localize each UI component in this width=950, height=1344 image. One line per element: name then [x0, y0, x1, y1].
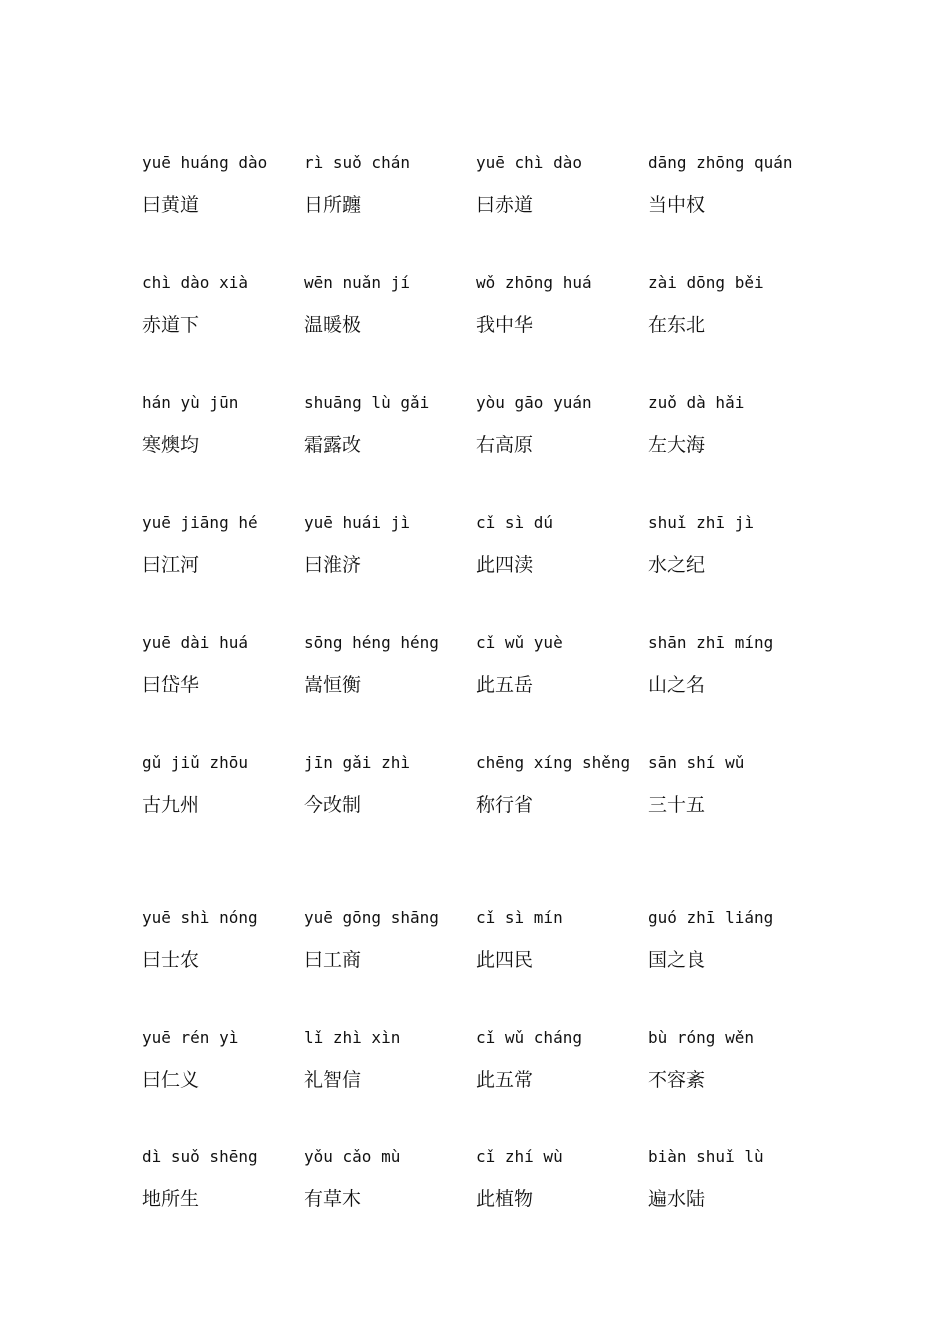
verse-phrase — [476, 1146, 646, 1226]
hanzi-text: 水之纪 — [648, 554, 706, 576]
hanzi-text: 曰工商 — [304, 949, 362, 971]
hanzi-text: 有草木 — [304, 1188, 362, 1210]
hanzi-text: 称行省 — [476, 794, 534, 816]
hanzi-text: 在东北 — [648, 314, 706, 336]
hanzi-text: 此四民 — [476, 949, 534, 971]
verse-phrase — [142, 272, 312, 352]
verse-phrase — [142, 152, 312, 232]
pinyin-text: rì suǒ chán — [304, 153, 410, 172]
verse-phrase — [304, 1146, 474, 1226]
hanzi-text: 嵩恒衡 — [304, 674, 362, 696]
hanzi-text: 赤道下 — [142, 314, 200, 336]
verse-phrase — [648, 1027, 818, 1107]
pinyin-text: wēn nuǎn jí — [304, 273, 410, 292]
pinyin-text: yòu gāo yuán — [476, 393, 592, 412]
verse-row-9 — [0, 1146, 950, 1226]
hanzi-text: 温暖极 — [304, 314, 362, 336]
pinyin-text: sān shí wǔ — [648, 753, 745, 772]
verse-row-4 — [0, 512, 950, 592]
hanzi-text: 古九州 — [142, 794, 200, 816]
verse-phrase — [476, 752, 646, 832]
hanzi-text: 日所躔 — [304, 194, 362, 216]
verse-phrase — [476, 907, 646, 987]
hanzi-text: 三十五 — [648, 794, 706, 816]
hanzi-text: 此五常 — [476, 1069, 534, 1091]
verse-phrase — [648, 512, 818, 592]
hanzi-text: 地所生 — [142, 1188, 200, 1210]
hanzi-text: 右高原 — [476, 434, 534, 456]
verse-row-6 — [0, 752, 950, 832]
hanzi-text: 霜露改 — [304, 434, 362, 456]
pinyin-text: biàn shuǐ lù — [648, 1147, 764, 1166]
pinyin-text: wǒ zhōng huá — [476, 273, 592, 292]
hanzi-text: 遍水陆 — [648, 1188, 706, 1210]
hanzi-text: 曰赤道 — [476, 194, 534, 216]
pinyin-text: hán yù jūn — [142, 393, 239, 412]
pinyin-text: yuē shì nóng — [142, 908, 258, 927]
verse-phrase — [648, 272, 818, 352]
pinyin-text: dāng zhōng quán — [648, 153, 793, 172]
hanzi-text: 礼智信 — [304, 1069, 362, 1091]
hanzi-text: 此五岳 — [476, 674, 534, 696]
pinyin-text: cǐ wǔ yuè — [476, 633, 563, 652]
pinyin-text: yuē huáng dào — [142, 153, 268, 172]
hanzi-text: 曰士农 — [142, 949, 200, 971]
verse-phrase — [142, 392, 312, 472]
hanzi-text: 此植物 — [476, 1188, 534, 1210]
verse-phrase — [476, 1027, 646, 1107]
pinyin-text: cǐ sì mín — [476, 908, 563, 927]
verse-row-8 — [0, 1027, 950, 1107]
verse-phrase — [142, 632, 312, 712]
verse-phrase — [304, 1027, 474, 1107]
verse-phrase — [304, 512, 474, 592]
pinyin-text: yuē gōng shāng — [304, 908, 439, 927]
pinyin-text: shān zhī míng — [648, 633, 774, 652]
pinyin-text: yuē rén yì — [142, 1028, 239, 1047]
verse-phrase — [304, 152, 474, 232]
hanzi-text: 今改制 — [304, 794, 362, 816]
hanzi-text: 山之名 — [648, 674, 706, 696]
pinyin-text: lǐ zhì xìn — [304, 1028, 401, 1047]
verse-phrase — [304, 272, 474, 352]
pinyin-text: zài dōng běi — [648, 273, 764, 292]
verse-phrase — [476, 272, 646, 352]
pinyin-text: yuē dài huá — [142, 633, 248, 652]
verse-phrase — [648, 632, 818, 712]
pinyin-text: cǐ sì dú — [476, 513, 554, 532]
pinyin-text: chì dào xià — [142, 273, 248, 292]
hanzi-text: 国之良 — [648, 949, 706, 971]
hanzi-text: 寒燠均 — [142, 434, 200, 456]
pinyin-text: yuē chì dào — [476, 153, 582, 172]
hanzi-text: 曰岱华 — [142, 674, 200, 696]
verse-phrase — [648, 752, 818, 832]
verse-phrase — [304, 392, 474, 472]
hanzi-text: 曰黄道 — [142, 194, 200, 216]
verse-row-5 — [0, 632, 950, 712]
hanzi-text: 左大海 — [648, 434, 706, 456]
pinyin-text: guó zhī liáng — [648, 908, 774, 927]
verse-phrase — [476, 152, 646, 232]
verse-phrase — [304, 752, 474, 832]
verse-phrase — [648, 152, 818, 232]
pinyin-text: shuǐ zhī jì — [648, 513, 754, 532]
pinyin-text: gǔ jiǔ zhōu — [142, 753, 248, 772]
verse-phrase — [476, 512, 646, 592]
pinyin-text: dì suǒ shēng — [142, 1147, 258, 1166]
verse-row-7 — [0, 907, 950, 987]
pinyin-text: sōng héng héng — [304, 633, 439, 652]
hanzi-text: 曰江河 — [142, 554, 200, 576]
hanzi-text: 当中权 — [648, 194, 706, 216]
hanzi-text: 此四渎 — [476, 554, 534, 576]
verse-phrase — [142, 512, 312, 592]
verse-phrase — [648, 392, 818, 472]
pinyin-text: cǐ wǔ cháng — [476, 1028, 582, 1047]
verse-phrase — [142, 1146, 312, 1226]
pinyin-text: shuāng lù gǎi — [304, 393, 430, 412]
verse-row-2 — [0, 272, 950, 352]
verse-phrase — [142, 907, 312, 987]
verse-phrase — [648, 907, 818, 987]
hanzi-text: 曰淮济 — [304, 554, 362, 576]
verse-phrase — [304, 632, 474, 712]
hanzi-text: 曰仁义 — [142, 1069, 200, 1091]
verse-phrase — [648, 1146, 818, 1226]
pinyin-text: chēng xíng shěng — [476, 753, 631, 772]
hanzi-text: 不容紊 — [648, 1069, 706, 1091]
pinyin-text: yuē huái jì — [304, 513, 410, 532]
verse-row-3 — [0, 392, 950, 472]
pinyin-text: yǒu cǎo mù — [304, 1147, 401, 1166]
pinyin-text: zuǒ dà hǎi — [648, 393, 745, 412]
verse-phrase — [142, 1027, 312, 1107]
verse-row-1 — [0, 152, 950, 232]
hanzi-text: 我中华 — [476, 314, 534, 336]
pinyin-text: jīn gǎi zhì — [304, 753, 410, 772]
verse-phrase — [476, 392, 646, 472]
pinyin-text: yuē jiāng hé — [142, 513, 258, 532]
pinyin-text: bù róng wěn — [648, 1028, 754, 1047]
verse-phrase — [476, 632, 646, 712]
verse-phrase — [304, 907, 474, 987]
pinyin-text: cǐ zhí wù — [476, 1147, 563, 1166]
verse-phrase — [142, 752, 312, 832]
